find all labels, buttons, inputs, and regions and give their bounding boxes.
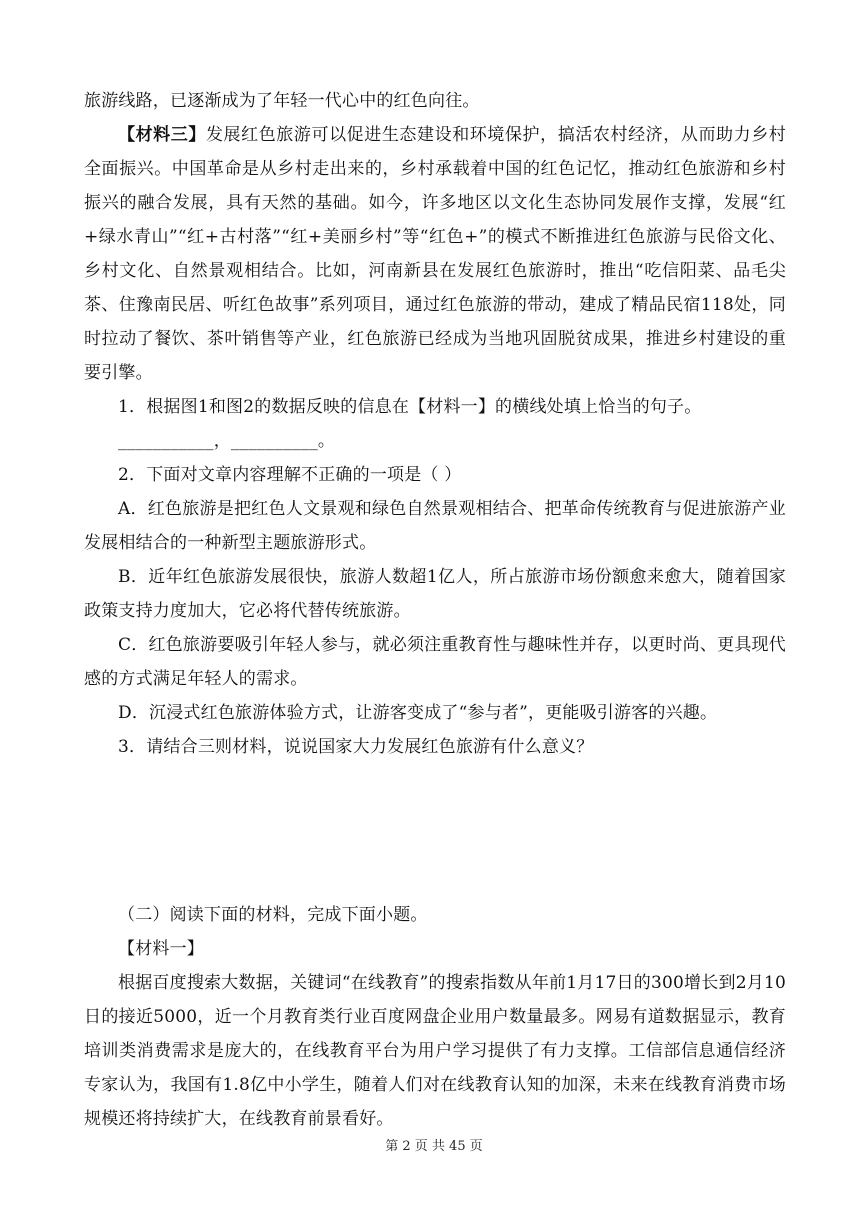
question-2-option-b: B．近年红色旅游发展很快，旅游人数超1亿人，所占旅游市场份额愈来愈大，随着国家政策支持力度加大，它必将代替传统旅游。	[84, 567, 786, 621]
section-2-heading: （二）阅读下面的材料，完成下面小题。	[118, 905, 428, 925]
question-1: 1．根据图1和图2的数据反映的信息在【材料一】的横线处填上恰当的句子。	[118, 397, 702, 417]
question-3: 3．请结合三则材料，说说国家大力发展红色旅游有什么意义？	[118, 737, 594, 757]
section-2-material-1-text: 根据百度搜索大数据，关键词“在线教育”的搜索指数从年前1月17日的300增长到2月10日的接近5000，近一个月教育类行业百度网盘企业用户数量最多。网易有道数据显示，教育培训类消费需求是庞大的，在线教育平台为用户学习提供了有力支撑。工信部信息通信经济专家认为，我国有1.8亿中小学生，随着人们对在线教育认知的加深，未来在线教育消费市场规模还将持续扩大，在线教育前景看好。	[84, 973, 786, 1129]
question-1-answer-blanks: ___________，__________。	[118, 431, 336, 451]
question-2-option-a: A．红色旅游是把红色人文景观和绿色自然景观相结合、把革命传统教育与促进旅游产业发展相结合的一种新型主题旅游形式。	[84, 499, 786, 553]
continued-paragraph: 旅游线路，已逐渐成为了年轻一代心中的红色向往。	[84, 91, 480, 111]
section-2-material-1-label: 【材料一】	[118, 939, 204, 959]
page-footer: 第 2 页 共 45 页	[385, 1139, 483, 1154]
material-3-text: 发展红色旅游可以促进生态建设和环境保护，搞活农村经济，从而助力乡村全面振兴。中国革命是从乡村走出来的，乡村承载着中国的红色记忆，推动红色旅游和乡村振兴的融合发展，具有天然的基础。如今，许多地区以文化生态协同发展作支撑，发展“红+绿水青山”“红+古村落”“红+美丽乡村”等“红色+”的模式不断推进红色旅游与民俗文化、乡村文化、自然景观相结合。比如，河南新县在发展红色旅游时，推出“吃信阳菜、品毛尖茶、住豫南民居、听红色故事”系列项目，通过红色旅游的带动，建成了精品民宿118处，同时拉动了餐饮、茶叶销售等产业，红色旅游已经成为当地巩固脱贫成果，推进乡村建设的重要引擎。	[84, 125, 786, 383]
answer-space	[84, 764, 786, 898]
material-3-label: 【材料三】	[118, 125, 206, 145]
question-2-option-d: D．沉浸式红色旅游体验方式，让游客变成了“参与者”，更能吸引游客的兴趣。	[118, 703, 718, 723]
material-3-paragraph	[84, 118, 786, 390]
question-2-option-c: C．红色旅游要吸引年轻人参与，就必须注重教育性与趣味性并存，以更时尚、更具现代感的方式满足年轻人的需求。	[84, 635, 786, 689]
question-2: 2．下面对文章内容理解不正确的一项是（ ）	[118, 465, 462, 485]
document-body	[84, 84, 786, 1136]
